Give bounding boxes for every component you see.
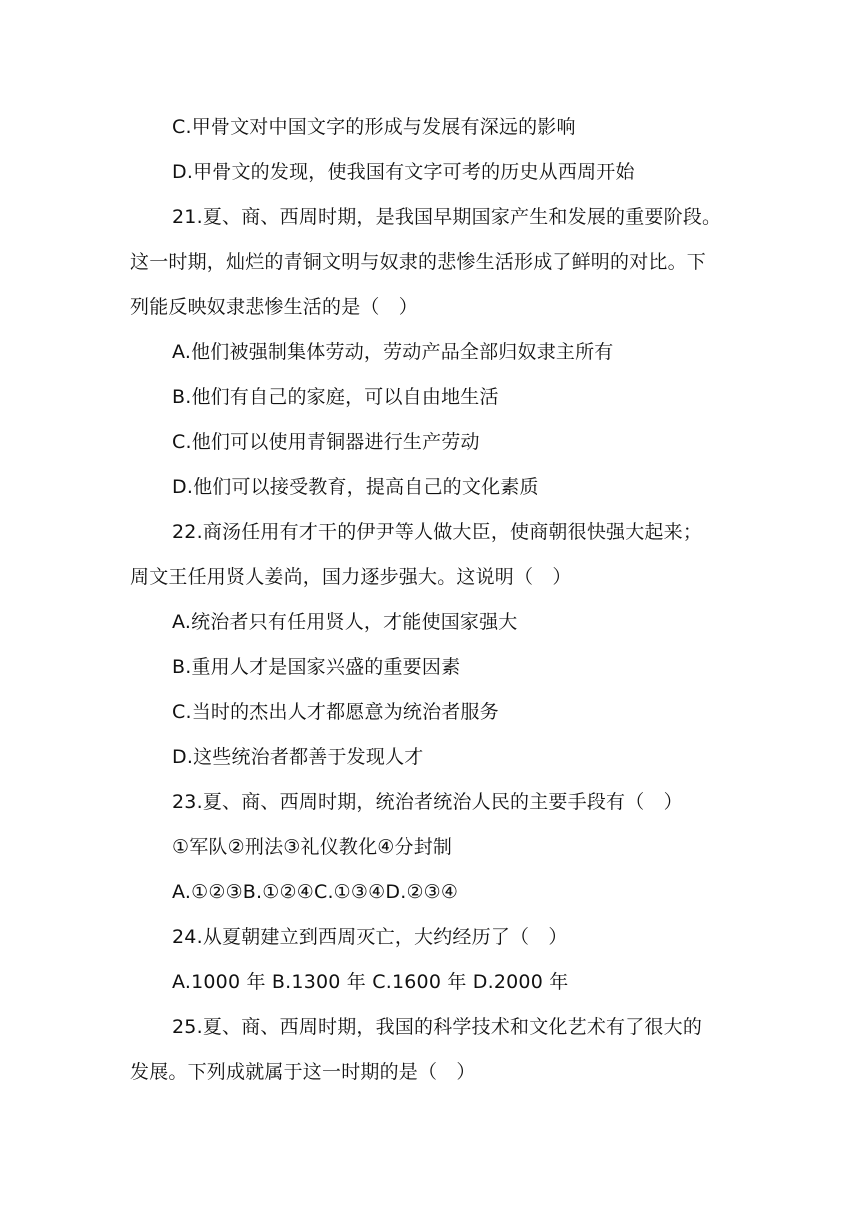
q21-stem-line-1: 21.夏、商、西周时期，是我国早期国家产生和发展的重要阶段。 bbox=[172, 206, 722, 228]
q20-option-c: C.甲骨文对中国文字的形成与发展有深远的影响 bbox=[172, 116, 576, 138]
q23-options: A.①②③B.①②④C.①③④D.②③④ bbox=[172, 881, 459, 903]
q23-stem: 23.夏、商、西周时期，统治者统治人民的主要手段有（ ） bbox=[172, 791, 683, 813]
q22-option-c: C.当时的杰出人才都愿意为统治者服务 bbox=[172, 701, 499, 723]
q21-option-a: A.他们被强制集体劳动，劳动产品全部归奴隶主所有 bbox=[172, 341, 614, 363]
q24-stem: 24.从夏朝建立到西周灭亡，大约经历了（ ） bbox=[172, 926, 568, 948]
q25-stem-line-1: 25.夏、商、西周时期，我国的科学技术和文化艺术有了很大的 bbox=[172, 1016, 703, 1038]
q21-stem-line-3: 列能反映奴隶悲惨生活的是（ ） bbox=[130, 296, 419, 318]
q22-stem-line-2: 周文王任用贤人姜尚，国力逐步强大。这说明（ ） bbox=[130, 566, 572, 588]
q21-option-b: B.他们有自己的家庭，可以自由地生活 bbox=[172, 386, 499, 408]
q24-options: A.1000 年 B.1300 年 C.1600 年 D.2000 年 bbox=[172, 971, 569, 993]
q22-option-d: D.这些统治者都善于发现人才 bbox=[172, 746, 424, 768]
q22-stem-line-1: 22.商汤任用有才干的伊尹等人做大臣，使商朝很快强大起来； bbox=[172, 521, 703, 543]
q22-option-b: B.重用人才是国家兴盛的重要因素 bbox=[172, 656, 461, 678]
q21-option-c: C.他们可以使用青铜器进行生产劳动 bbox=[172, 431, 480, 453]
q21-stem-line-2: 这一时期，灿烂的青铜文明与奴隶的悲惨生活形成了鲜明的对比。下 bbox=[130, 251, 707, 273]
q22-option-a: A.统治者只有任用贤人，才能使国家强大 bbox=[172, 611, 518, 633]
q21-option-d: D.他们可以接受教育，提高自己的文化素质 bbox=[172, 476, 539, 498]
q25-stem-line-2: 发展。下列成就属于这一时期的是（ ） bbox=[130, 1061, 476, 1083]
q20-option-d: D.甲骨文的发现，使我国有文字可考的历史从西周开始 bbox=[172, 161, 635, 183]
q23-items: ①军队②刑法③礼仪教化④分封制 bbox=[172, 836, 453, 858]
